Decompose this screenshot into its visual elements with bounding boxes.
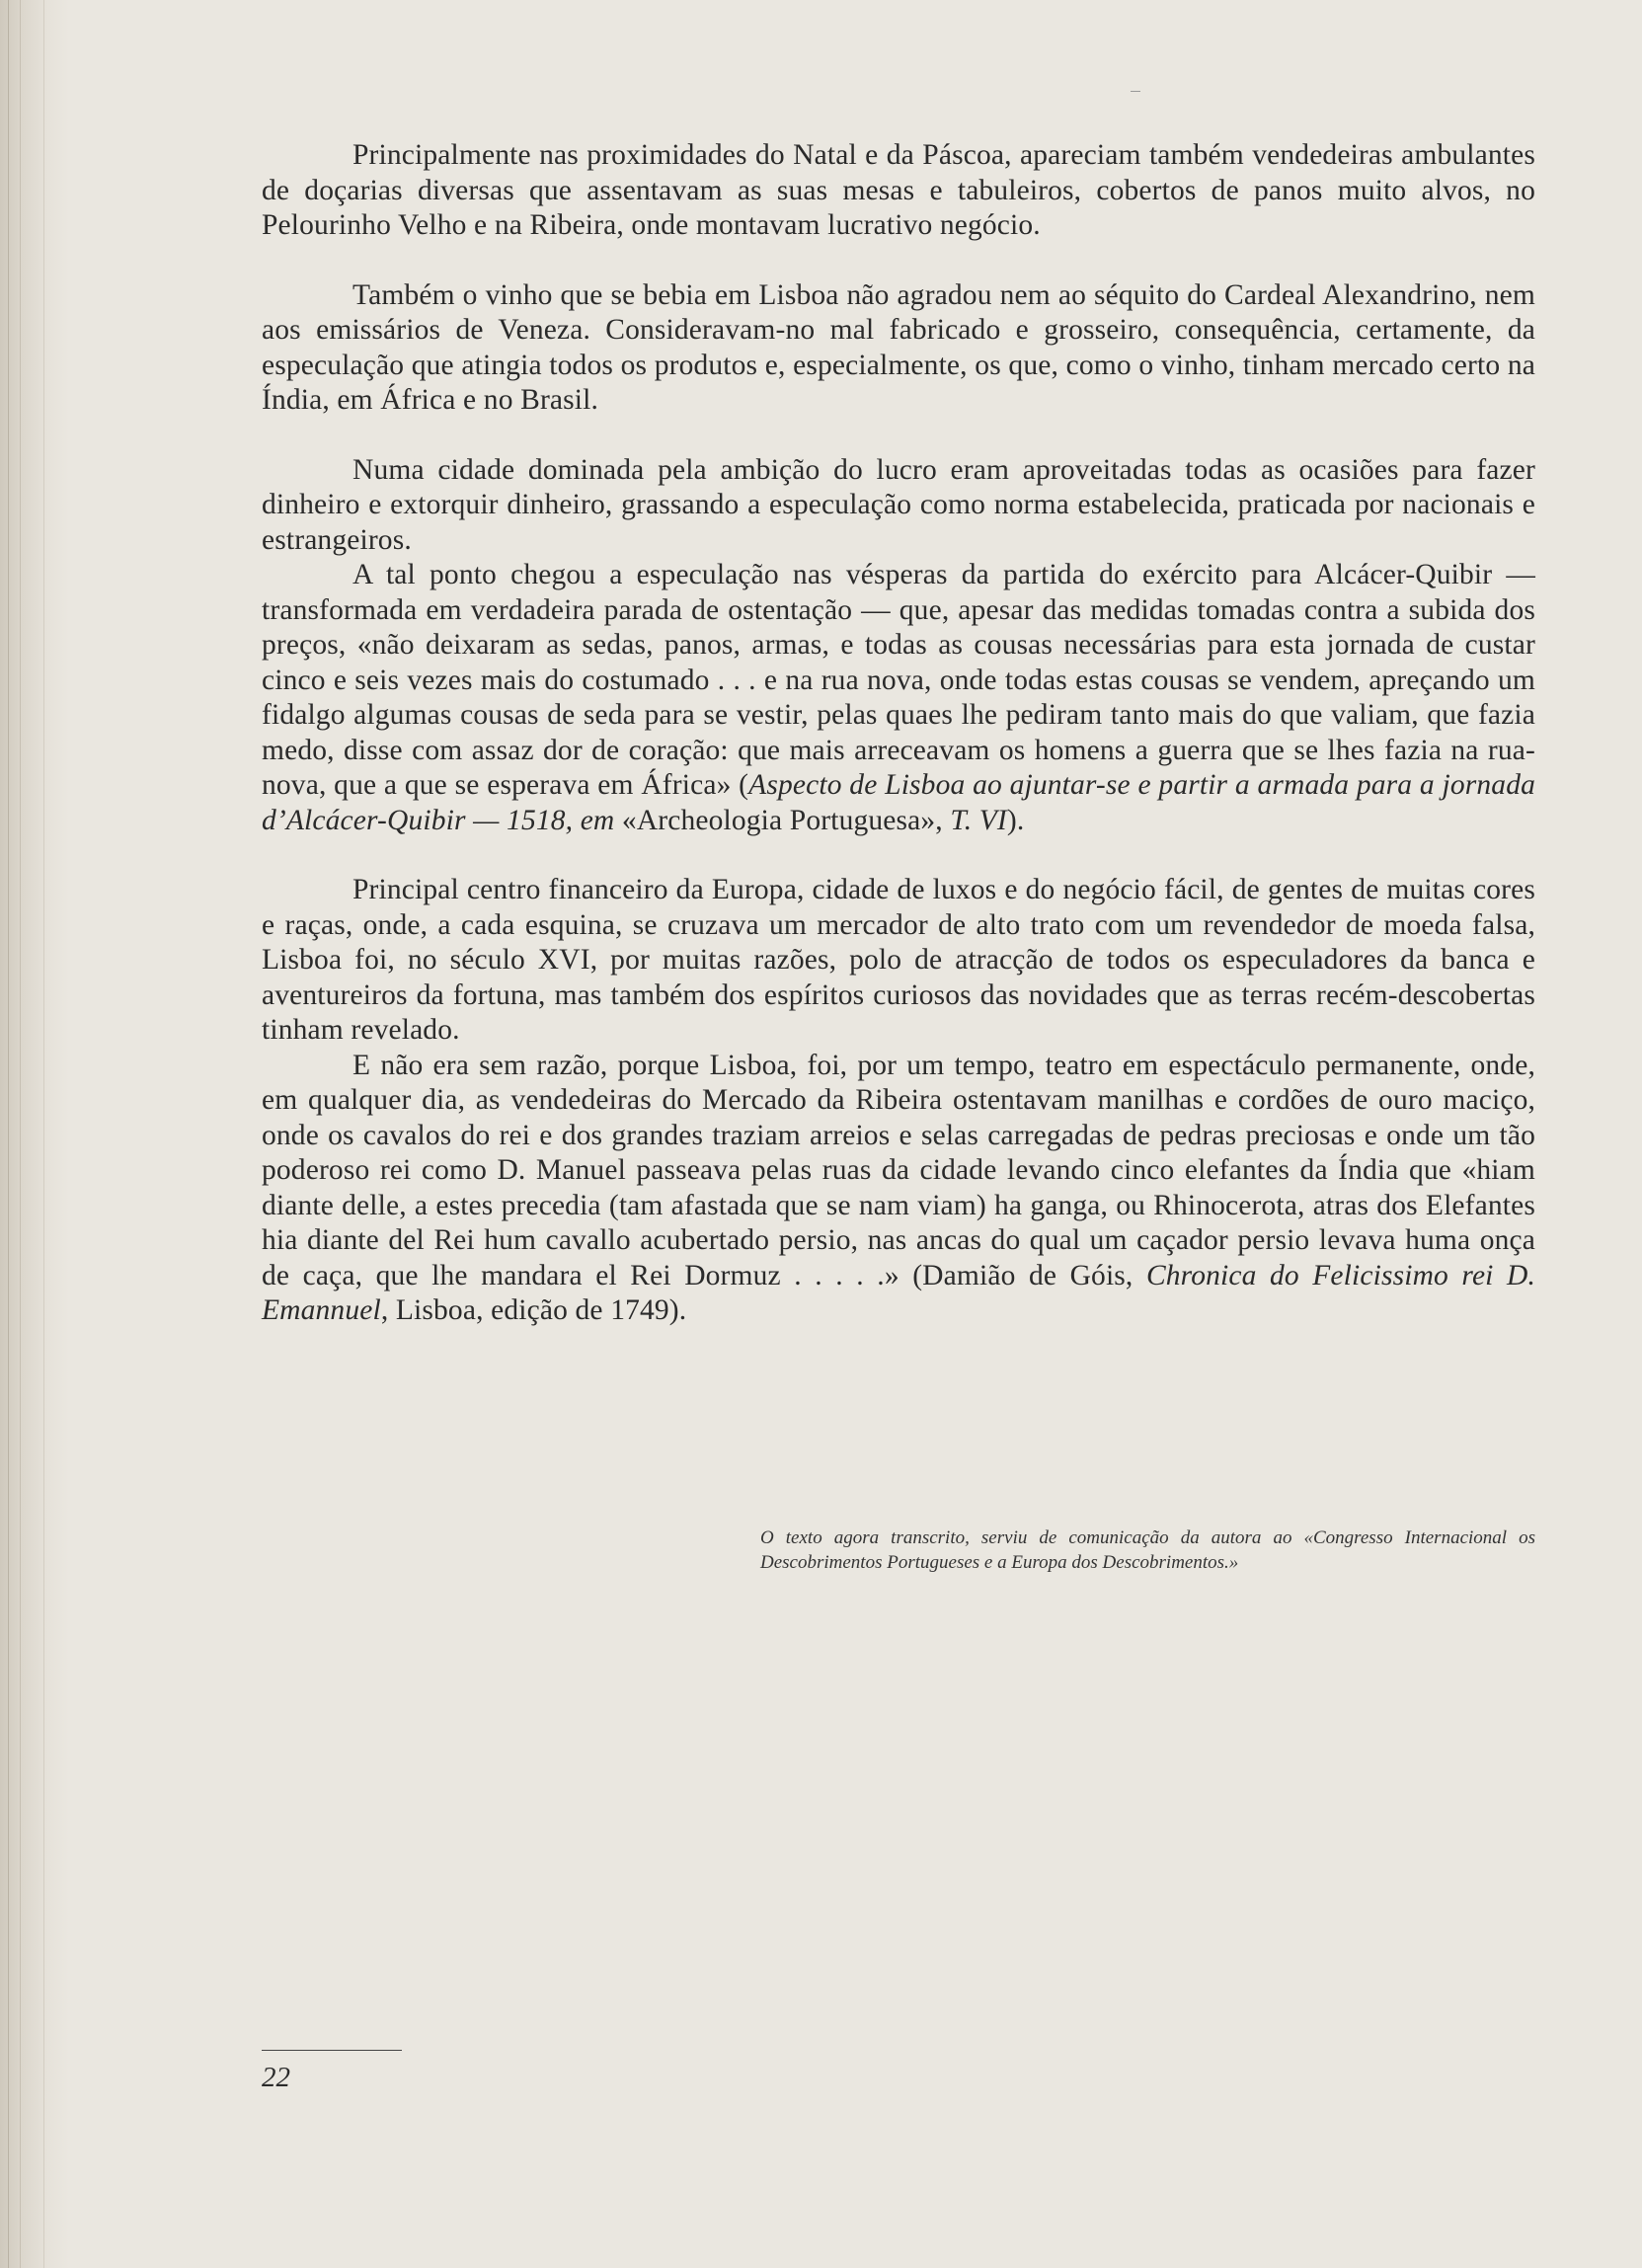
footer-rule xyxy=(262,2050,402,2051)
paragraph-text: A tal ponto chegou a especulação nas vésperas da partida do exército para Alcácer-Quibir — transformada em verdadeira parada de ostentação — que, apesar das medidas tomadas contra a subida dos preços, «não deixaram as sedas, panos, armas, e todas as cousas necessárias para esta jornada de custar cinco e seis vezes mais do costumado . . . e na rua nova, onde todas estas cousas se vendem, apreçando um fidalgo algumas cousas de seda para se vestir, pelas quaes lhe pediram tanto mais do que valiam, que fazia medo, disse com assaz dor de coração: que mais arreceavam os homens a guerra que se lhes fazia na rua-nova, que a que se esperava em África» ( xyxy=(262,559,1535,801)
paragraph: Principalmente nas proximidades do Natal e da Páscoa, apareciam também vendedeiras ambulantes de doçarias diversas que assentavam as suas mesas e tabuleiros, cobertos de panos muito alvos, no Pelourinho Velho e na Ribeira, onde montavam lucrativo negócio. xyxy=(262,139,1535,241)
page-number: 22 xyxy=(262,2062,290,2093)
citation-volume: T. VI xyxy=(950,804,1007,836)
paragraph xyxy=(262,1049,1535,1329)
citation-close: , Lisboa, edição de 1749). xyxy=(380,1294,687,1326)
paragraph-text: E não era sem razão, porque Lisboa, foi, por um tempo, teatro em espectáculo permanente, onde, em qualquer dia, as vendedeiras do Mercado da Ribeira ostentavam manilhas e cordões de ouro maciço, onde os cavalos do rei e dos grandes traziam arreios e selas carregadas de pedras preciosas e onde um tão poderoso rei como D. Manuel passeava pelas ruas da cidade levando cinco elefantes da Índia que «hiam diante delle, a estes precedia (tam afastada que se nam viam) ha ganga, ou Rhinocerota, atras dos Elefantes hia diante del Rei hum cavallo acubertado persio, nas ancas do qual um caçador persio levava huma onça de caça, que lhe mandara el Rei Dormuz . . . . .» (Damião de Góis, xyxy=(262,1049,1535,1291)
citation-title: Chronica do Felicissimo rei D. Emannuel xyxy=(262,1259,1535,1326)
book-binding-shadow xyxy=(0,0,69,2268)
binding-edge-line xyxy=(8,0,9,2268)
citation-source: «Archeologia Portuguesa», xyxy=(621,804,951,836)
citation-title: Aspecto de Lisboa ao ajuntar-se e partir a armada para a jornada d’Alcácer-Quibir — 1518, em xyxy=(262,769,1535,836)
binding-edge-line xyxy=(20,0,21,2268)
paragraph: Principal centro financeiro da Europa, cidade de luxos e do negócio fácil, de gentes de muitas cores e raças, onde, a cada esquina, se cruzava um mercador de alto trato com um revendedor de moeda falsa, Lisboa foi, no século XVI, por muitas razões, polo de atracção de todos os especuladores da banca e aventureiros da fortuna, mas também dos espíritos curiosos das novidades que as terras recém-descobertas tinham revelado. xyxy=(262,874,1535,1046)
binding-edge-line xyxy=(43,0,44,2268)
citation-close: ). xyxy=(1006,804,1025,836)
paragraph: Também o vinho que se bebia em Lisboa não agradou nem ao séquito do Cardeal Alexandrino, nem aos emissários de Veneza. Consideravam-no mal fabricado e grosseiro, consequência, certamente, da especulação que atingia todos os produtos e, especialmente, os que, como o vinho, tinham mercado certo na Índia, em África e no Brasil. xyxy=(262,278,1535,416)
footnote: O texto agora transcrito, serviu de comunicação da autora ao «Congresso Internacional os Descobrimentos Portugueses e a Europa dos Descobrimentos.» xyxy=(760,1527,1535,1573)
body-text xyxy=(262,138,1535,1329)
page-mark xyxy=(1131,91,1140,92)
paragraph xyxy=(262,558,1535,838)
paragraph: Numa cidade dominada pela ambição do lucro eram aproveitadas todas as ocasiões para fazer dinheiro e extorquir dinheiro, grassando a especulação como norma estabelecida, praticada por nacionais e estrangeiros. xyxy=(262,453,1535,556)
